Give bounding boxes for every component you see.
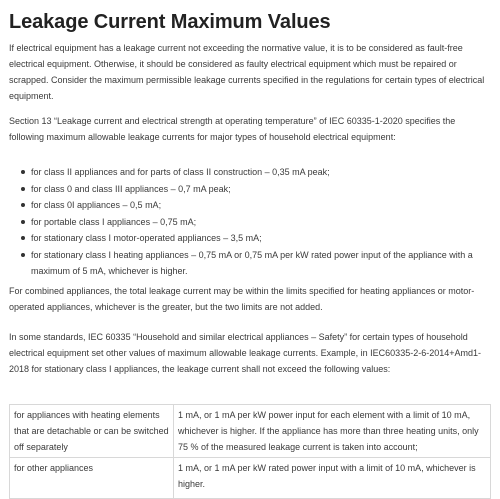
section13-paragraph: Section 13 “Leakage current and electrical strength at operating temperature” of IEC 60335-1-2020 specifies the following maximum allowable leakage currents for major types of household electrical equipment: bbox=[9, 116, 456, 142]
bullet-icon bbox=[21, 187, 25, 191]
list-item bbox=[9, 197, 491, 213]
list-item-text: for class 0 and class III appliances – 0,7 mA peak; bbox=[31, 183, 231, 194]
list-item bbox=[9, 247, 491, 279]
list-item bbox=[9, 164, 491, 180]
bullet-icon bbox=[21, 203, 25, 207]
standards-paragraph: In some standards, IEC 60335 “Household and similar electrical appliances – Safety” for certain types of household electrical equipment set other values of maximum allowable leakage currents. Example, in IEC60335-2-6-2014+Amd1-2018 for stationary class I appliances, the leakage current shall not exceed the following values: bbox=[9, 332, 481, 374]
table-cell-limit: 1 mA, or 1 mA per kW power input for each element with a limit of 10 mA, whichever is higher. If the appliance has more than three heating units, only 75 % of the measured leakage current is taken into account; bbox=[174, 405, 491, 458]
table-row bbox=[10, 458, 491, 499]
bullet-icon bbox=[21, 220, 25, 224]
list-item-text: for class 0I appliances – 0,5 mA; bbox=[31, 200, 162, 210]
list-item-text: for class II appliances and for parts of class II construction – 0,35 mA peak; bbox=[31, 167, 330, 177]
combined-appliances-paragraph: For combined appliances, the total leakage current may be within the limits specified for heating appliances or motor-operated appliances, whichever is the greater, but the two limits are not added. bbox=[9, 286, 475, 312]
list-item-text: for stationary class I heating appliances – 0,75 mA or 0,75 mA per kW rated power input of the appliance with a maximum of 5 mA, whichever is higher. bbox=[31, 249, 473, 276]
table-cell-limit: 1 mA, or 1 mA per kW rated power input with a limit of 10 mA, whichever is higher. bbox=[174, 458, 491, 499]
intro-paragraph: If electrical equipment has a leakage current not exceeding the normative value, it is to be considered as fault-free electrical equipment. Otherwise, it should be considered as faulty electrical equipment which must be repaired or scrapped. Consider the maximum permissible leakage currents specified in the regulations for certain types of electrical equipment. bbox=[9, 43, 485, 101]
bullet-icon bbox=[21, 253, 25, 257]
list-item-text: for portable class I appliances – 0,75 mA; bbox=[31, 216, 197, 227]
leakage-limits-list bbox=[9, 164, 491, 279]
page-title: Leakage Current Maximum Values bbox=[9, 11, 331, 33]
table-cell-condition: for other appliances bbox=[10, 458, 174, 499]
bullet-icon bbox=[21, 236, 25, 240]
leakage-values-table bbox=[9, 404, 491, 499]
table-row bbox=[10, 405, 491, 458]
list-item bbox=[9, 214, 491, 230]
list-item bbox=[9, 181, 491, 197]
table-cell-condition: for appliances with heating elements that are detachable or can be switched off separately bbox=[10, 405, 174, 458]
bullet-icon bbox=[21, 170, 25, 174]
list-item bbox=[9, 230, 491, 246]
list-item-text: for stationary class I motor-operated appliances – 3,5 mA; bbox=[31, 233, 262, 243]
